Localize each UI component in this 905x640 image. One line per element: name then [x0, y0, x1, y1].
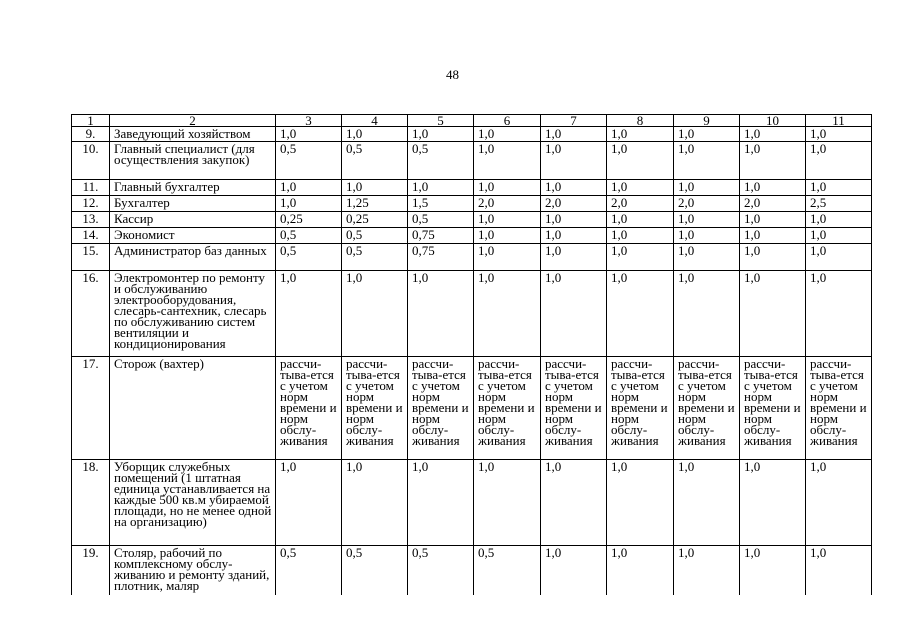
- staff-value: рассчи-тыва-ется с учетом норм времени и норм обслу-живания: [342, 357, 408, 460]
- row-number: 18.: [72, 460, 110, 546]
- staff-value: 2,0: [674, 196, 740, 212]
- row-number: 15.: [72, 244, 110, 271]
- staff-value: 0,5: [342, 244, 408, 271]
- column-number-header: 4: [342, 115, 408, 127]
- staff-value: 1,0: [674, 127, 740, 142]
- staff-value: рассчи-тыва-ется с учетом норм времени и норм обслу-живания: [408, 357, 474, 460]
- position-name: Сторож (вахтер): [110, 357, 276, 460]
- table-row: [72, 460, 872, 546]
- staff-value: рассчи-тыва-ется с учетом норм времени и норм обслу-живания: [740, 357, 806, 460]
- staff-value: 0,5: [342, 142, 408, 180]
- table-row: [72, 357, 872, 460]
- position-name: Главный специалист (для осуществления закупок): [110, 142, 276, 180]
- staff-value: рассчи-тыва-ется с учетом норм времени и норм обслу-живания: [607, 357, 674, 460]
- position-name: Уборщик служебных помещений (1 штатная единица устанавливается на каждые 500 кв.м убираемой площади, но не менее одной на организацию): [110, 460, 276, 546]
- page-number: 48: [446, 67, 459, 82]
- staff-value: 1,0: [474, 212, 541, 228]
- staff-value: 0,25: [342, 212, 408, 228]
- staff-value: 1,0: [541, 180, 607, 196]
- staff-value: 0,5: [276, 244, 342, 271]
- staff-value: 1,0: [541, 127, 607, 142]
- column-number-header: 3: [276, 115, 342, 127]
- column-number-header: 1: [72, 115, 110, 127]
- table-row: [72, 196, 872, 212]
- staff-value: 1,0: [474, 271, 541, 357]
- column-number-header: 8: [607, 115, 674, 127]
- staff-value: 1,0: [474, 460, 541, 546]
- staff-value: 2,0: [740, 196, 806, 212]
- position-name: Администратор баз данных: [110, 244, 276, 271]
- staff-value: 1,0: [674, 271, 740, 357]
- position-name: Кассир: [110, 212, 276, 228]
- staff-value: 2,5: [806, 196, 872, 212]
- staff-value: 1,0: [342, 180, 408, 196]
- row-number: 11.: [72, 180, 110, 196]
- staff-value: 1,0: [674, 142, 740, 180]
- staff-value: 0,5: [474, 546, 541, 595]
- column-number-header: 6: [474, 115, 541, 127]
- staff-value: 1,0: [276, 196, 342, 212]
- staff-value: 1,0: [740, 127, 806, 142]
- staff-value: 1,0: [607, 127, 674, 142]
- staff-value: 2,0: [607, 196, 674, 212]
- staff-value: 1,0: [806, 546, 872, 595]
- staff-value: 1,0: [276, 127, 342, 142]
- position-name: Бухгалтер: [110, 196, 276, 212]
- staff-value: 1,0: [607, 142, 674, 180]
- staff-value: 1,0: [674, 546, 740, 595]
- staff-value: 1,0: [474, 180, 541, 196]
- staff-value: 1,0: [674, 180, 740, 196]
- staff-value: 1,0: [541, 228, 607, 244]
- table-row: [72, 180, 872, 196]
- staff-value: 0,25: [276, 212, 342, 228]
- staff-value: 1,0: [806, 212, 872, 228]
- staff-value: 1,0: [806, 127, 872, 142]
- staff-value: 0,5: [276, 546, 342, 595]
- staff-value: рассчи-тыва-ется с учетом норм времени и норм обслу-живания: [276, 357, 342, 460]
- staff-value: 1,0: [740, 271, 806, 357]
- staff-value: 1,0: [740, 546, 806, 595]
- staff-value: рассчи-тыва-ется с учетом норм времени и норм обслу-живания: [541, 357, 607, 460]
- staff-value: 1,0: [607, 228, 674, 244]
- staff-value: 1,0: [474, 142, 541, 180]
- staff-value: 0,5: [408, 546, 474, 595]
- staff-value: 1,0: [806, 180, 872, 196]
- staff-value: 1,0: [806, 460, 872, 546]
- staff-value: 1,0: [276, 460, 342, 546]
- row-number: 9.: [72, 127, 110, 142]
- staff-value: 1,0: [607, 271, 674, 357]
- staff-value: 0,75: [408, 244, 474, 271]
- staff-value: 1,0: [408, 127, 474, 142]
- staff-value: 1,0: [408, 460, 474, 546]
- table-header-row: [72, 115, 872, 127]
- row-number: 17.: [72, 357, 110, 460]
- staff-value: 1,0: [541, 244, 607, 271]
- staff-value: 1,5: [408, 196, 474, 212]
- staff-value: 1,0: [674, 212, 740, 228]
- staff-value: 1,0: [607, 460, 674, 546]
- staff-value: 1,0: [806, 271, 872, 357]
- staff-value: 1,0: [674, 460, 740, 546]
- column-number-header: 2: [110, 115, 276, 127]
- staff-value: 0,5: [342, 228, 408, 244]
- column-number-header: 11: [806, 115, 872, 127]
- row-number: 16.: [72, 271, 110, 357]
- staff-value: 1,0: [740, 244, 806, 271]
- table-row: [72, 546, 872, 595]
- staff-value: 1,0: [342, 127, 408, 142]
- staff-value: 2,0: [474, 196, 541, 212]
- table-row: [72, 271, 872, 357]
- staff-value: 1,0: [740, 212, 806, 228]
- column-number-header: 5: [408, 115, 474, 127]
- position-name: Экономист: [110, 228, 276, 244]
- staff-value: 1,0: [806, 244, 872, 271]
- row-number: 19.: [72, 546, 110, 595]
- staff-value: 1,0: [342, 460, 408, 546]
- staff-value: 1,0: [276, 271, 342, 357]
- table-row: [72, 127, 872, 142]
- staff-value: 0,5: [408, 142, 474, 180]
- table-row: [72, 228, 872, 244]
- staff-value: 0,5: [276, 142, 342, 180]
- staff-value: 0,5: [342, 546, 408, 595]
- staff-value: рассчи-тыва-ется с учетом норм времени и норм обслу-живания: [674, 357, 740, 460]
- staff-value: 1,0: [607, 546, 674, 595]
- table-row: [72, 212, 872, 228]
- staff-value: 2,0: [541, 196, 607, 212]
- staff-value: 1,0: [276, 180, 342, 196]
- staff-value: 1,0: [541, 460, 607, 546]
- staff-value: 1,0: [806, 228, 872, 244]
- staff-value: 1,0: [342, 271, 408, 357]
- column-number-header: 7: [541, 115, 607, 127]
- staff-value: 1,0: [740, 460, 806, 546]
- column-number-header: 9: [674, 115, 740, 127]
- position-name: Электромонтер по ремонту и обслуживанию электрооборудования, слесарь-сантехник, слесарь по обслуживанию систем вентиляции и кондиционирования: [110, 271, 276, 357]
- staff-value: 1,0: [474, 228, 541, 244]
- table-row: [72, 142, 872, 180]
- staff-value: 1,0: [474, 244, 541, 271]
- row-number: 13.: [72, 212, 110, 228]
- staff-value: 0,75: [408, 228, 474, 244]
- staff-value: 0,5: [408, 212, 474, 228]
- staff-value: 1,0: [541, 142, 607, 180]
- staffing-table: [71, 114, 872, 595]
- row-number: 12.: [72, 196, 110, 212]
- staff-value: 1,0: [806, 142, 872, 180]
- column-number-header: 10: [740, 115, 806, 127]
- staff-value: 1,0: [740, 180, 806, 196]
- staff-value: 1,0: [474, 127, 541, 142]
- position-name: Заведующий хозяйством: [110, 127, 276, 142]
- staff-value: 1,0: [408, 180, 474, 196]
- staff-value: 1,0: [541, 212, 607, 228]
- staff-value: 1,0: [541, 271, 607, 357]
- staff-value: 1,0: [408, 271, 474, 357]
- staff-value: 1,0: [674, 228, 740, 244]
- table-row: [72, 244, 872, 271]
- row-number: 14.: [72, 228, 110, 244]
- staff-value: 1,0: [607, 244, 674, 271]
- staff-value: 1,25: [342, 196, 408, 212]
- staff-value: 1,0: [740, 228, 806, 244]
- staff-value: 1,0: [607, 180, 674, 196]
- row-number: 10.: [72, 142, 110, 180]
- staff-value: рассчи-тыва-ется с учетом норм времени и норм обслу-живания: [474, 357, 541, 460]
- staff-value: 1,0: [740, 142, 806, 180]
- position-name: Столяр, рабочий по комплексному обслу-живанию и ремонту зданий, плотник, маляр: [110, 546, 276, 595]
- staff-value: 0,5: [276, 228, 342, 244]
- staff-value: рассчи-тыва-ется с учетом норм времени и норм обслу-живания: [806, 357, 872, 460]
- staff-value: 1,0: [541, 546, 607, 595]
- position-name: Главный бухгалтер: [110, 180, 276, 196]
- staff-value: 1,0: [607, 212, 674, 228]
- staff-value: 1,0: [674, 244, 740, 271]
